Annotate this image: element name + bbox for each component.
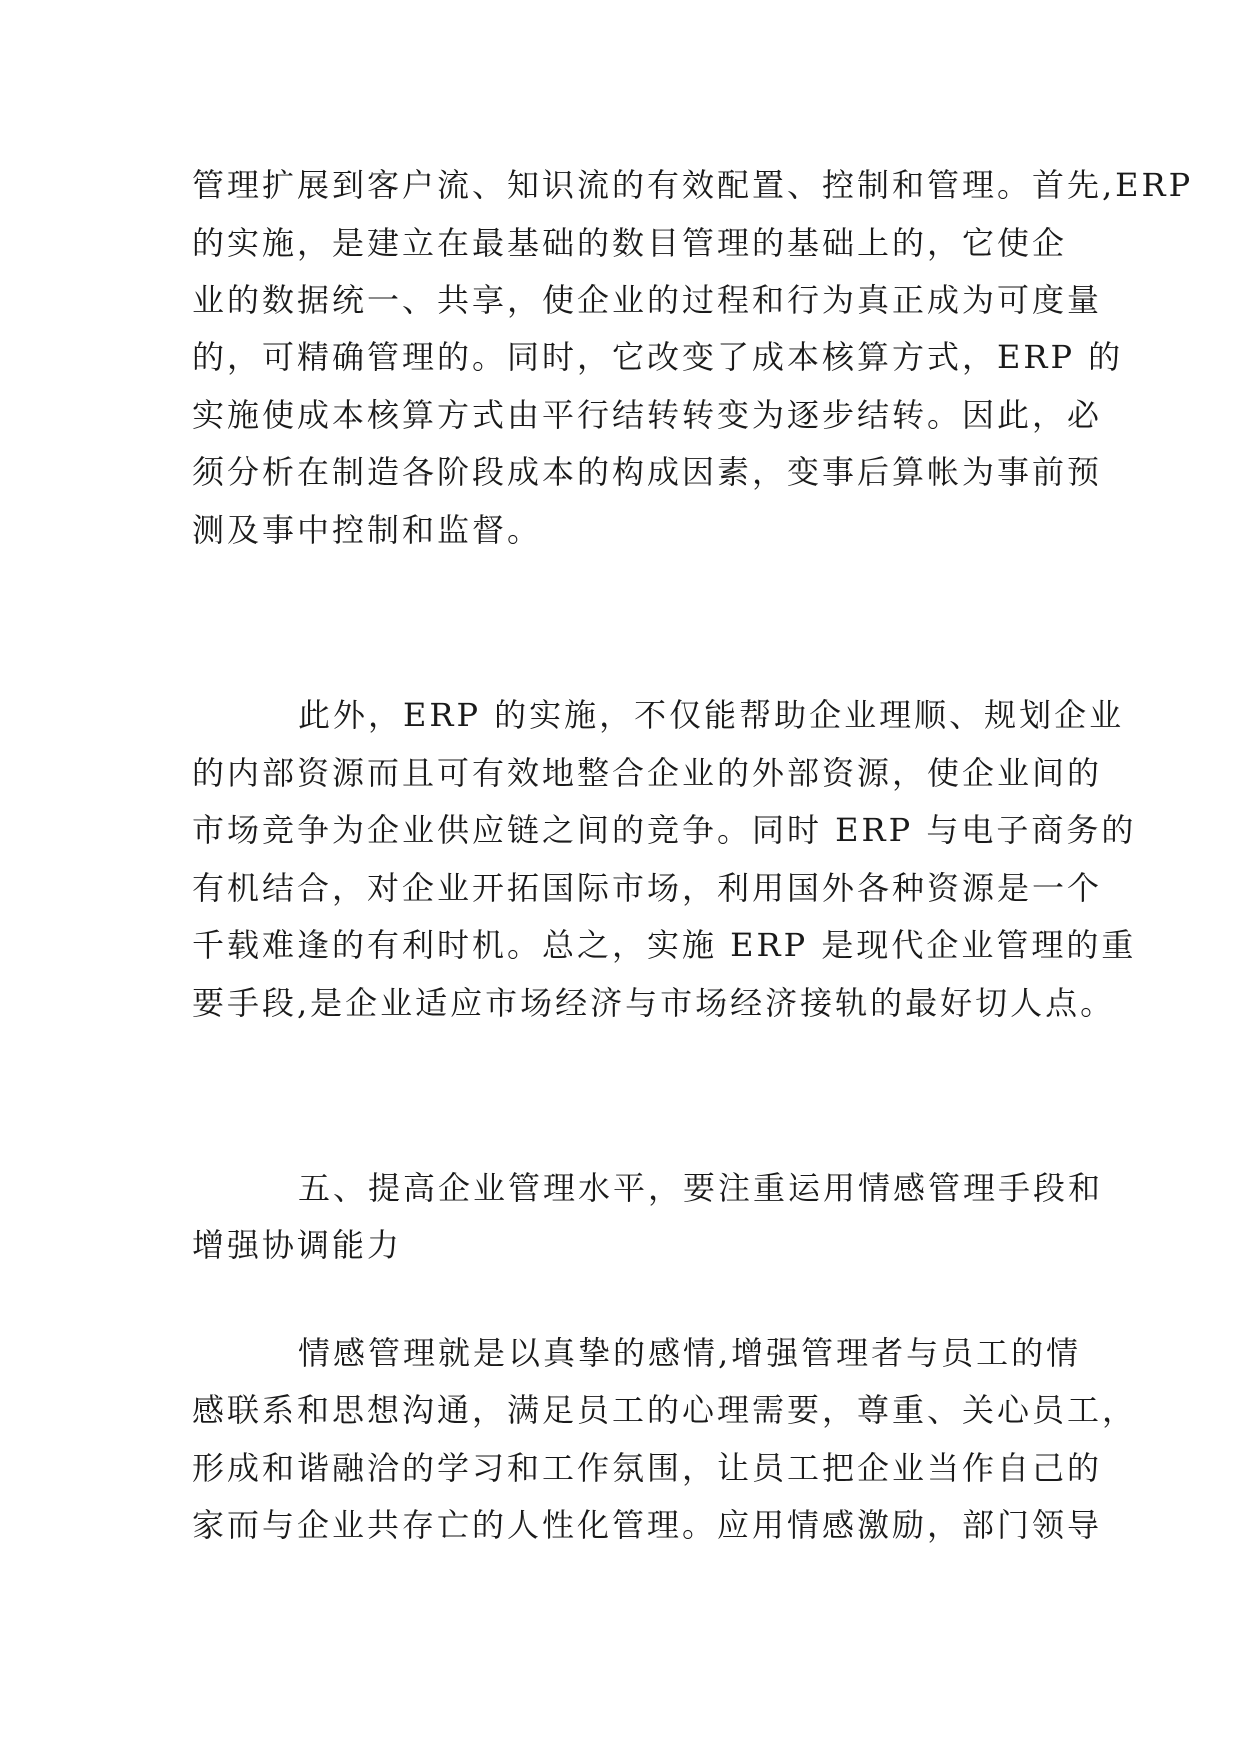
text-line: 有机结合，对企业开拓国际市场，利用国外各种资源是一个 (192, 869, 1103, 907)
text-line: 实施使成本核算方式由平行结转转变为逐步结转。因此，必 (192, 396, 1103, 434)
text-line: 此外，ERP 的实施，不仅能帮助企业理顺、规划企业 (298, 696, 1125, 734)
text-line: 业的数据统一、共享，使企业的过程和行为真正成为可度量 (192, 281, 1103, 319)
text-line: 的内部资源而且可有效地整合企业的外部资源，使企业间的 (192, 754, 1103, 792)
text-line: 情感管理就是以真挚的感情,增强管理者与员工的情 (298, 1334, 1082, 1372)
heading-line: 增强协调能力 (192, 1226, 403, 1264)
text-line: 感联系和思想沟通，满足员工的心理需要，尊重、关心员工， (192, 1391, 1138, 1429)
text-line: 市场竞争为企业供应链之间的竞争。同时 ERP 与电子商务的 (192, 811, 1137, 849)
heading-line: 五、提高企业管理水平，要注重运用情感管理手段和 (298, 1169, 1104, 1207)
text-line: 管理扩展到客户流、知识流的有效配置、控制和管理。首先,ERP (192, 166, 1194, 204)
text-line: 的，可精确管理的。同时，它改变了成本核算方式，ERP 的 (192, 338, 1124, 376)
text-line: 要手段,是企业适应市场经济与市场经济接轨的最好切人点。 (192, 984, 1116, 1022)
text-line: 形成和谐融洽的学习和工作氛围，让员工把企业当作自己的 (192, 1449, 1103, 1487)
text-line: 测及事中控制和监督。 (192, 511, 543, 549)
text-line: 家而与企业共存亡的人性化管理。应用情感激励，部门领导 (192, 1506, 1103, 1544)
text-line: 须分析在制造各阶段成本的构成因素，变事后算帐为事前预 (192, 453, 1103, 491)
text-line: 的实施，是建立在最基础的数目管理的基础上的，它使企 (192, 224, 1068, 262)
text-line: 千载难逢的有利时机。总之，实施 ERP 是现代企业管理的重 (192, 926, 1137, 964)
